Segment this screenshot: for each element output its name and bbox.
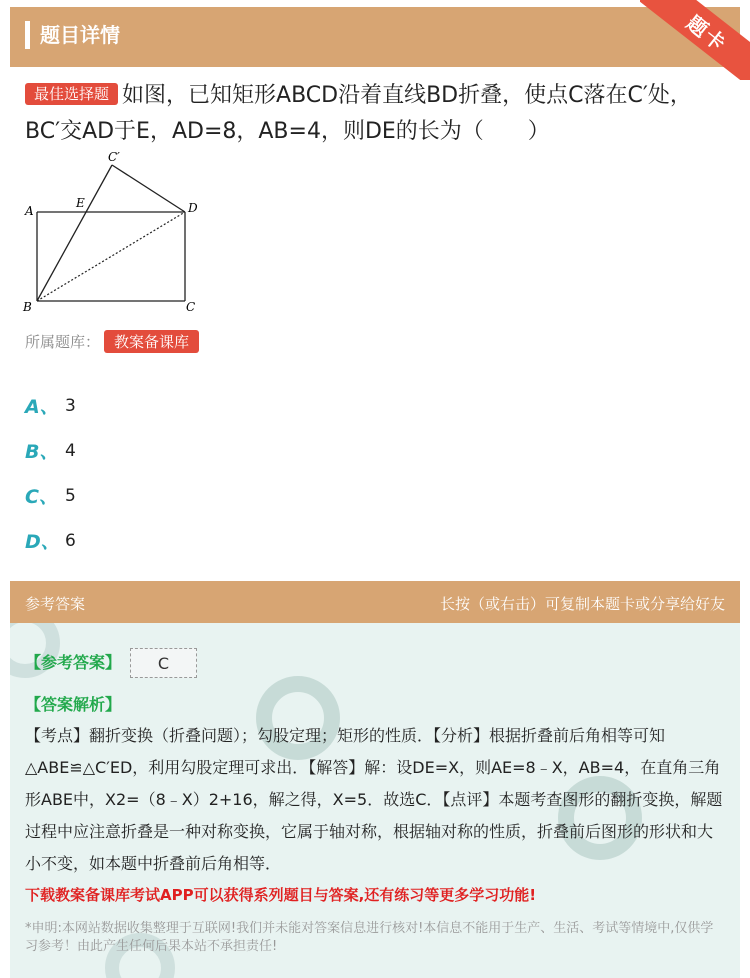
answer-bar-title: 参考答案 bbox=[25, 595, 86, 613]
label-e: E bbox=[76, 196, 85, 210]
option-value: 3 bbox=[65, 395, 76, 416]
option-letter: C、 bbox=[25, 486, 58, 508]
answer-heading: 【参考答案】 bbox=[25, 653, 122, 672]
label-b: B bbox=[23, 300, 32, 314]
ribbon-label: 题卡 bbox=[640, 0, 750, 80]
option-value: 6 bbox=[65, 530, 76, 551]
app-promo[interactable]: 下载教案备课库考试APP可以获得系列题目与答案,还有练习等更多学习功能! bbox=[25, 886, 537, 904]
option-letter: B、 bbox=[25, 441, 59, 463]
option-d[interactable] bbox=[25, 518, 76, 563]
share-hint: 长按（或右击）可复制本题卡或分享给好友 bbox=[439, 595, 725, 613]
answer-bar bbox=[10, 581, 740, 623]
option-b[interactable] bbox=[25, 428, 76, 473]
label-c-prime: C′ bbox=[108, 150, 120, 164]
title-accent bbox=[25, 21, 30, 49]
option-c[interactable] bbox=[25, 473, 76, 518]
page-title: 题目详情 bbox=[40, 23, 120, 47]
bank-label: 所属题库： bbox=[25, 333, 101, 351]
option-value: 4 bbox=[65, 440, 76, 461]
option-letter: A、 bbox=[25, 396, 59, 418]
analysis-text: 【考点】翻折变换（折叠问题）；勾股定理；矩形的性质．【分析】根据折叠前后角相等可知△ABE≌△C′ED，利用勾股定理可求出．【解答】解：设DE=X，则AE=8﹣X，AB=4，在直角三角形ABE中，X2=（8﹣X）2+16，解之得，X=5．故选C．【点评】本题考查图形的翻折变换，解题过程中应注意折叠是一种对称变换，它属于轴对称，根据轴对称的性质，折叠前后图形的形状和大小不变，如本题中折叠前后角相等． bbox=[25, 726, 723, 873]
label-c: C bbox=[186, 300, 196, 314]
option-value: 5 bbox=[65, 485, 76, 506]
answer-value: C bbox=[130, 648, 197, 678]
analysis-heading: 【答案解析】 bbox=[25, 695, 122, 714]
geometry-figure bbox=[20, 148, 210, 318]
question-bank bbox=[25, 330, 199, 353]
question-text: 如图，已知矩形ABCD沿着直线BD折叠，使点C落在C′处，BC′交AD于E，AD=8，AB=4，则DE的长为（ ） bbox=[25, 83, 692, 144]
label-d: D bbox=[188, 201, 198, 215]
question-stem bbox=[25, 78, 725, 150]
options-list bbox=[25, 383, 76, 563]
option-letter: D、 bbox=[25, 531, 60, 553]
option-a[interactable] bbox=[25, 383, 76, 428]
bank-tag[interactable]: 教案备课库 bbox=[104, 330, 199, 353]
label-a: A bbox=[25, 204, 34, 218]
question-type-badge: 最佳选择题 bbox=[25, 83, 118, 105]
corner-ribbon bbox=[640, 0, 750, 80]
disclaimer: *申明:本网站数据收集整理于互联网!我们并未能对答案信息进行核对!本信息不能用于生产、生活、考试等情境中,仅供学习参考！由此产生任何后果本站不承担责任! bbox=[25, 921, 714, 954]
